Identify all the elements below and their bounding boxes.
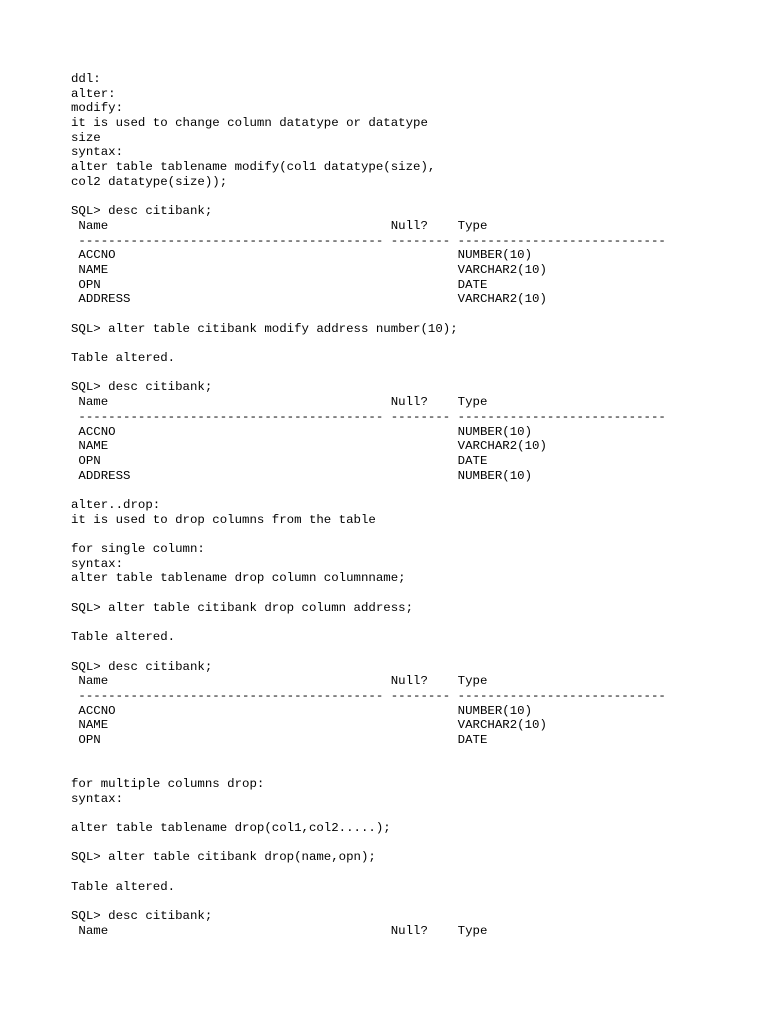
text-line: OPN DATE [71, 277, 488, 292]
text-line: alter table tablename modify(col1 datatype(size), [71, 160, 436, 175]
text-line: alter table tablename drop(col1,col2.....); [71, 821, 391, 836]
text-line: ddl: [71, 72, 101, 86]
text-line [71, 336, 731, 351]
text-line: Table altered. [71, 630, 176, 645]
text-line: Name Null? Type [71, 674, 488, 689]
text-line [71, 615, 731, 630]
text-line: ----------------------------------------- -------- ---------------------------- [71, 409, 666, 424]
text-line: OPN DATE [71, 732, 488, 747]
text-line: syntax: [71, 556, 124, 571]
text-line: ACCNO NUMBER(10) [71, 248, 533, 263]
text-line: alter: [71, 86, 116, 101]
text-line: ACCNO NUMBER(10) [71, 424, 533, 439]
text-line: SQL> desc citibank; [71, 659, 213, 674]
text-line: SQL> alter table citibank modify address number(10); [71, 321, 458, 336]
text-line: SQL> desc citibank; [71, 204, 213, 219]
text-line: size [71, 130, 101, 145]
text-line: Table altered. [71, 879, 176, 894]
text-line [71, 586, 731, 601]
text-line: ADDRESS VARCHAR2(10) [71, 292, 547, 307]
text-line [71, 527, 731, 542]
text-line [71, 762, 731, 777]
text-line [71, 836, 731, 851]
text-line [71, 865, 731, 880]
text-line: syntax: [71, 791, 124, 806]
text-line: ----------------------------------------- -------- ---------------------------- [71, 688, 666, 703]
text-line: NAME VARCHAR2(10) [71, 262, 547, 277]
text-line: SQL> desc citibank; [71, 909, 213, 924]
text-line: SQL> desc citibank; [71, 380, 213, 395]
text-line [71, 895, 731, 910]
text-line: NAME VARCHAR2(10) [71, 718, 547, 733]
text-line [71, 307, 731, 322]
text-line: it is used to change column datatype or datatype [71, 116, 428, 131]
text-line: for single column: [71, 542, 205, 556]
text-line: ADDRESS NUMBER(10) [71, 468, 533, 483]
text-line: SQL> alter table citibank drop column address; [71, 600, 414, 615]
text-line: Name Null? Type [71, 395, 488, 410]
text-line: OPN DATE [71, 453, 488, 468]
text-line: it is used to drop columns from the table [71, 512, 376, 527]
text-line: syntax: [71, 145, 124, 160]
text-line [71, 806, 731, 821]
text-line: alter..drop: [71, 497, 161, 512]
text-line: SQL> alter table citibank drop(name,opn); [71, 850, 376, 865]
text-line [71, 190, 731, 205]
text-line: NAME VARCHAR2(10) [71, 439, 547, 454]
text-line: Table altered. [71, 351, 176, 366]
text-line: col2 datatype(size)); [71, 174, 228, 189]
text-line: Name Null? Type [71, 923, 488, 938]
text-line: ACCNO NUMBER(10) [71, 703, 533, 718]
text-line [71, 645, 731, 660]
text-line [71, 483, 731, 498]
text-line [71, 366, 731, 381]
text-line: ----------------------------------------- -------- ---------------------------- [71, 233, 666, 248]
text-line: for multiple columns drop: [71, 777, 265, 791]
text-line: modify: [71, 101, 124, 116]
text-line: Name Null? Type [71, 218, 488, 233]
document-page [71, 72, 731, 939]
text-line: alter table tablename drop column columnname; [71, 571, 406, 586]
text-line [71, 748, 731, 763]
